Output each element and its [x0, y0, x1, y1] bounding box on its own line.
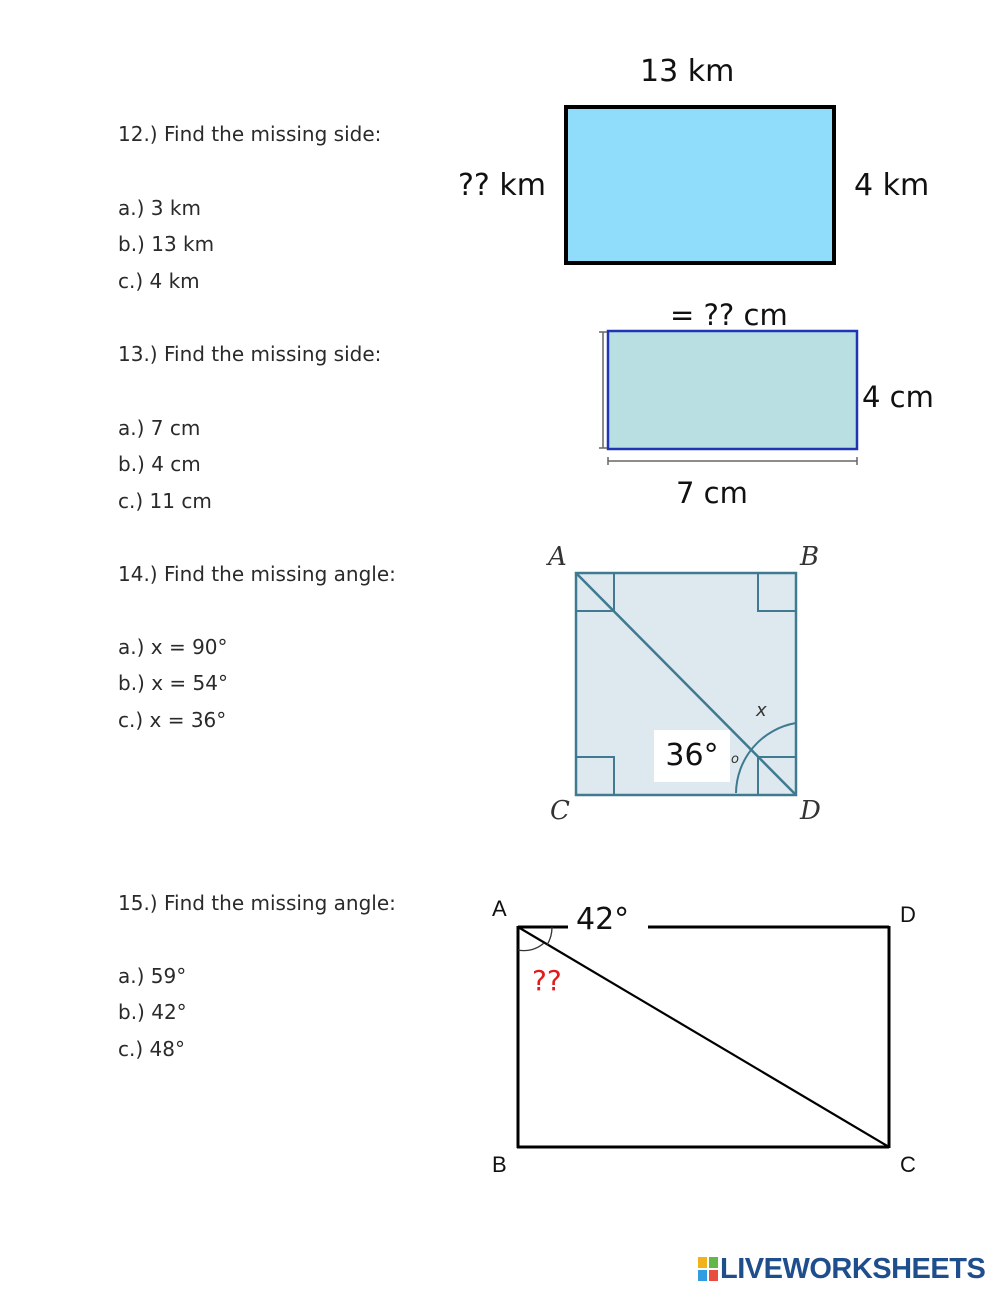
- question-15-option-b[interactable]: b.) 42°: [118, 1000, 187, 1024]
- vertex-b-label: B: [492, 1152, 507, 1177]
- unknown-angle-label: ??: [532, 964, 562, 997]
- logo-text: LIVEWORKSHEETS: [720, 1252, 986, 1285]
- liveworksheets-logo: [698, 1252, 985, 1286]
- label-right-4km: 4 km: [854, 168, 930, 203]
- vertex-a-label: A: [548, 542, 567, 572]
- question-12-option-c[interactable]: c.) 4 km: [118, 269, 200, 293]
- label-top-13km: 13 km: [640, 54, 735, 89]
- question-12-title: 12.) Find the missing side:: [118, 122, 382, 146]
- question-13-option-b[interactable]: b.) 4 cm: [118, 452, 201, 476]
- angle-o-label: o: [731, 752, 739, 767]
- question-14-option-b[interactable]: b.) x = 54°: [118, 671, 228, 695]
- angle-x-label: x: [756, 700, 767, 721]
- question-14-figure: [540, 540, 840, 840]
- question-12-option-b[interactable]: b.) 13 km: [118, 232, 215, 256]
- angle-36-label: 36°: [654, 730, 730, 782]
- vertex-a-label: A: [492, 896, 507, 921]
- label-right-4cm: 4 cm: [862, 380, 934, 414]
- vertex-b-label: B: [800, 542, 820, 572]
- vertex-d-label: D: [800, 796, 821, 826]
- rectangle-abcd-diagram: [480, 890, 940, 1190]
- question-14-title: 14.) Find the missing angle:: [118, 562, 396, 586]
- label-left-unknown-km: ?? km: [458, 168, 546, 203]
- angle-42-label: 42°: [576, 902, 630, 937]
- label-bottom-7cm: 7 cm: [676, 476, 748, 510]
- label-top-unknown-cm: = ?? cm: [670, 298, 788, 332]
- question-13-option-a[interactable]: a.) 7 cm: [118, 416, 201, 440]
- logo-blocks-icon: [698, 1257, 718, 1281]
- question-12-option-a[interactable]: a.) 3 km: [118, 196, 201, 220]
- question-15-figure: [480, 890, 940, 1190]
- question-13-option-c[interactable]: c.) 11 cm: [118, 489, 212, 513]
- question-15-option-c[interactable]: c.) 48°: [118, 1037, 185, 1061]
- question-15-option-a[interactable]: a.) 59°: [118, 964, 187, 988]
- vertex-d-label: D: [900, 902, 916, 927]
- vertex-c-label: C: [900, 1152, 916, 1177]
- question-15-title: 15.) Find the missing angle:: [118, 891, 396, 915]
- question-13-figure: [590, 290, 950, 520]
- square-abcd-diagram: [540, 540, 840, 840]
- vertex-c-label: C: [550, 796, 570, 826]
- question-13-title: 13.) Find the missing side:: [118, 342, 382, 366]
- question-14-option-a[interactable]: a.) x = 90°: [118, 635, 228, 659]
- question-14-option-c[interactable]: c.) x = 36°: [118, 708, 227, 732]
- question-12-figure: [440, 50, 960, 280]
